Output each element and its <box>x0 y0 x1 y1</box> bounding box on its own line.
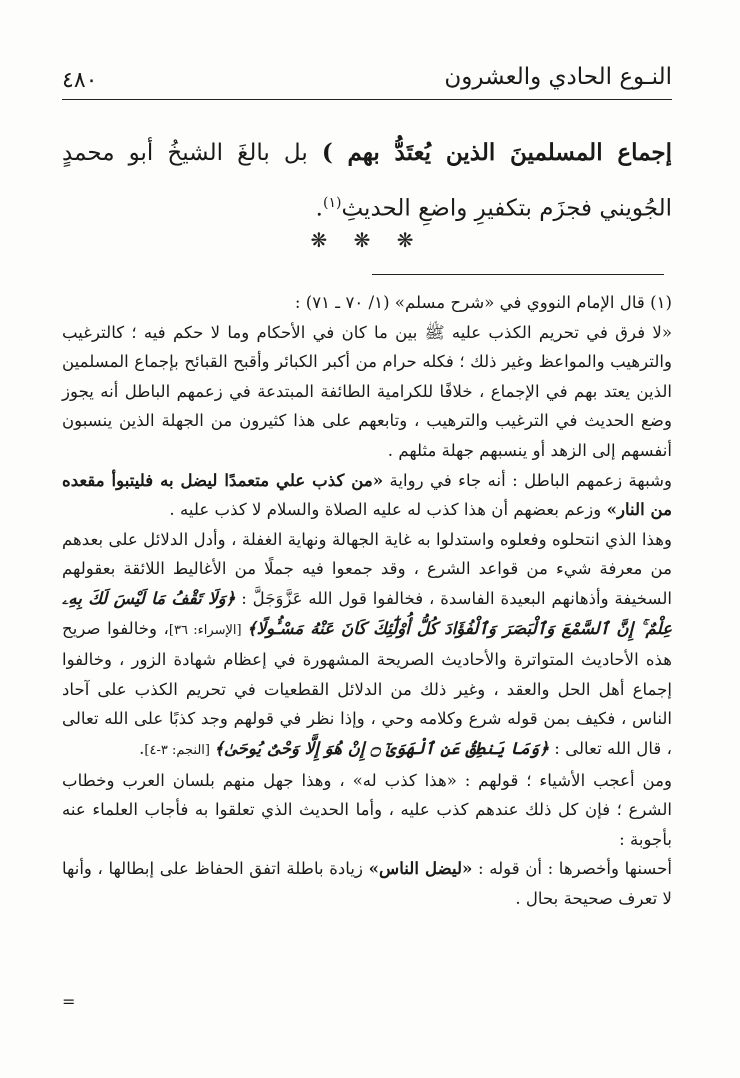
quran-verse: ﴿وَلَا تَقْفُ مَا لَيْسَ لَكَ بِهِۦ عِلْمٌ ۚ إِنَّ ٱلسَّمْعَ وَٱلْبَصَرَ وَٱلْفُؤَادَ كُلُّ أُوْلَٰٓئِكَ كَانَ عَنْهُ مَسْـُٔولًا﴾ <box>62 587 672 638</box>
footnote-paragraph-4: ومن أعجب الأشياء ؛ قولهم : «هذا كذب له» ، وهذا جهل منهم بلسان العرب وخطاب الشرع ؛ فإن كل ذلك عندهم كذب عليه ، وأما الحديث الذي تعلقوا به فأجاب العلماء عنه بأجوبة : <box>62 770 672 849</box>
footnote-text: ، وخالفوا صريح هذه الأحاديث المتواترة والأحاديث الصريحة المشهورة في إعظام شهادة الزور ، وخالفوا إجماع أهل الحل والعقد ، وغير ذلك من الدلائل القطعيات في تحريم الكذب على آحاد الناس ، فكيف بمن قوله شرع وكلامه وحي ، وإذا نظر في قولهم وجد كذبًا على الله تعالى ، قال الله تعالى : <box>62 618 672 758</box>
main-text <box>62 128 672 234</box>
footnote-text: وزعم بعضهم أن هذا كذب له عليه الصلاة والسلام لا كذب عليه . <box>169 500 607 520</box>
main-body-text: بل بالغَ الشيخُ أبو محمدٍ الجُويني فجزَم بتكفيرِ واضعِ الحديثِ <box>62 140 672 222</box>
verse-reference: [النجم: ٣-٤] <box>144 742 215 758</box>
footnote-text: وهذا الذي انتحلوه وفعلوه واستدلوا به غاية الجهالة ونهاية الغفلة ، وأدل الدلائل على بعدهم من معرفة شيء من قواعد الشرع ، وقد جمعوا فيه جملًا من الأغاليط اللائقة بعقولهم السخيفة وأذهانهم البعيدة الفاسدة ، فخالفوا قول الله عَزَّوَجَلَّ : <box>62 529 672 608</box>
footnote-paragraph-1: «لا فرق في تحريم الكذب عليه ﷺ بين ما كان في الأحكام وما لا حكم فيه ؛ كالترغيب والترهيب والمواعظ وغير ذلك ؛ فكله حرام من أكبر الكبائر وأقبح القبائح بإجماع المسلمين الذين يعتد بهم في الإجماع ، خلافًا للكرامية الطائفة المبتدعة في زعمهم الباطل أنه يجوز وضع الحديث في الترغيب والترهيب ، وتابعهم على هذا كثيرون من الجهلة الذين ينسبون أنفسهم إلى الزهد أو ينسبهم جهلة مثلهم . <box>62 322 672 460</box>
verse-reference: [الإسراء: ٣٦] <box>168 622 247 638</box>
footnote-rule <box>372 274 664 275</box>
footnote-paragraph-3 <box>62 525 672 766</box>
section-separator: ❋ ❋ ❋ <box>310 228 424 252</box>
continuation-mark: = <box>62 992 76 1011</box>
quoted-phrase: «ليضل الناس» <box>368 858 473 879</box>
footnote <box>62 288 672 913</box>
footnote-paragraph-5 <box>62 854 672 913</box>
main-bold-phrase: إجماع المسلمينَ الذين يُعتَدُّ بهم ) <box>321 139 672 166</box>
footnote-marker[interactable]: (١) <box>322 195 342 211</box>
main-end-period: . <box>315 195 323 222</box>
running-title: النـوع الحادي والعشرون <box>444 64 672 90</box>
footnote-paragraph-2 <box>62 466 672 525</box>
quran-verse: ﴿وَمَا يَنطِقُ عَنِ ٱلْهَوَىٰٓ ۝ إِنْ هُوَ إِلَّا وَحْىٌ يُوحَىٰ﴾ <box>214 737 549 758</box>
page-number: ٤٨٠ <box>62 68 98 93</box>
footnote-text: أحسنها وأخصرها : أن قوله : <box>472 859 673 879</box>
running-header <box>62 60 672 100</box>
footnote-text: . <box>139 738 145 758</box>
hadith-quote: «من كذب علي متعمدًا ليضل به فليتبوأ مقعده من النار» <box>62 469 672 520</box>
footnote-text: زيادة باطلة اتفق الحفاظ على إبطالها ، وأنها لا تعرف صحيحة بحال . <box>62 859 672 908</box>
footnote-intro: (١) قال الإمام النووي في «شرح مسلم» (١/ ٧٠ ـ ٧١) : <box>294 293 672 312</box>
footnote-text: وشبهة زعمهم الباطل : أنه جاء في رواية <box>383 470 672 490</box>
